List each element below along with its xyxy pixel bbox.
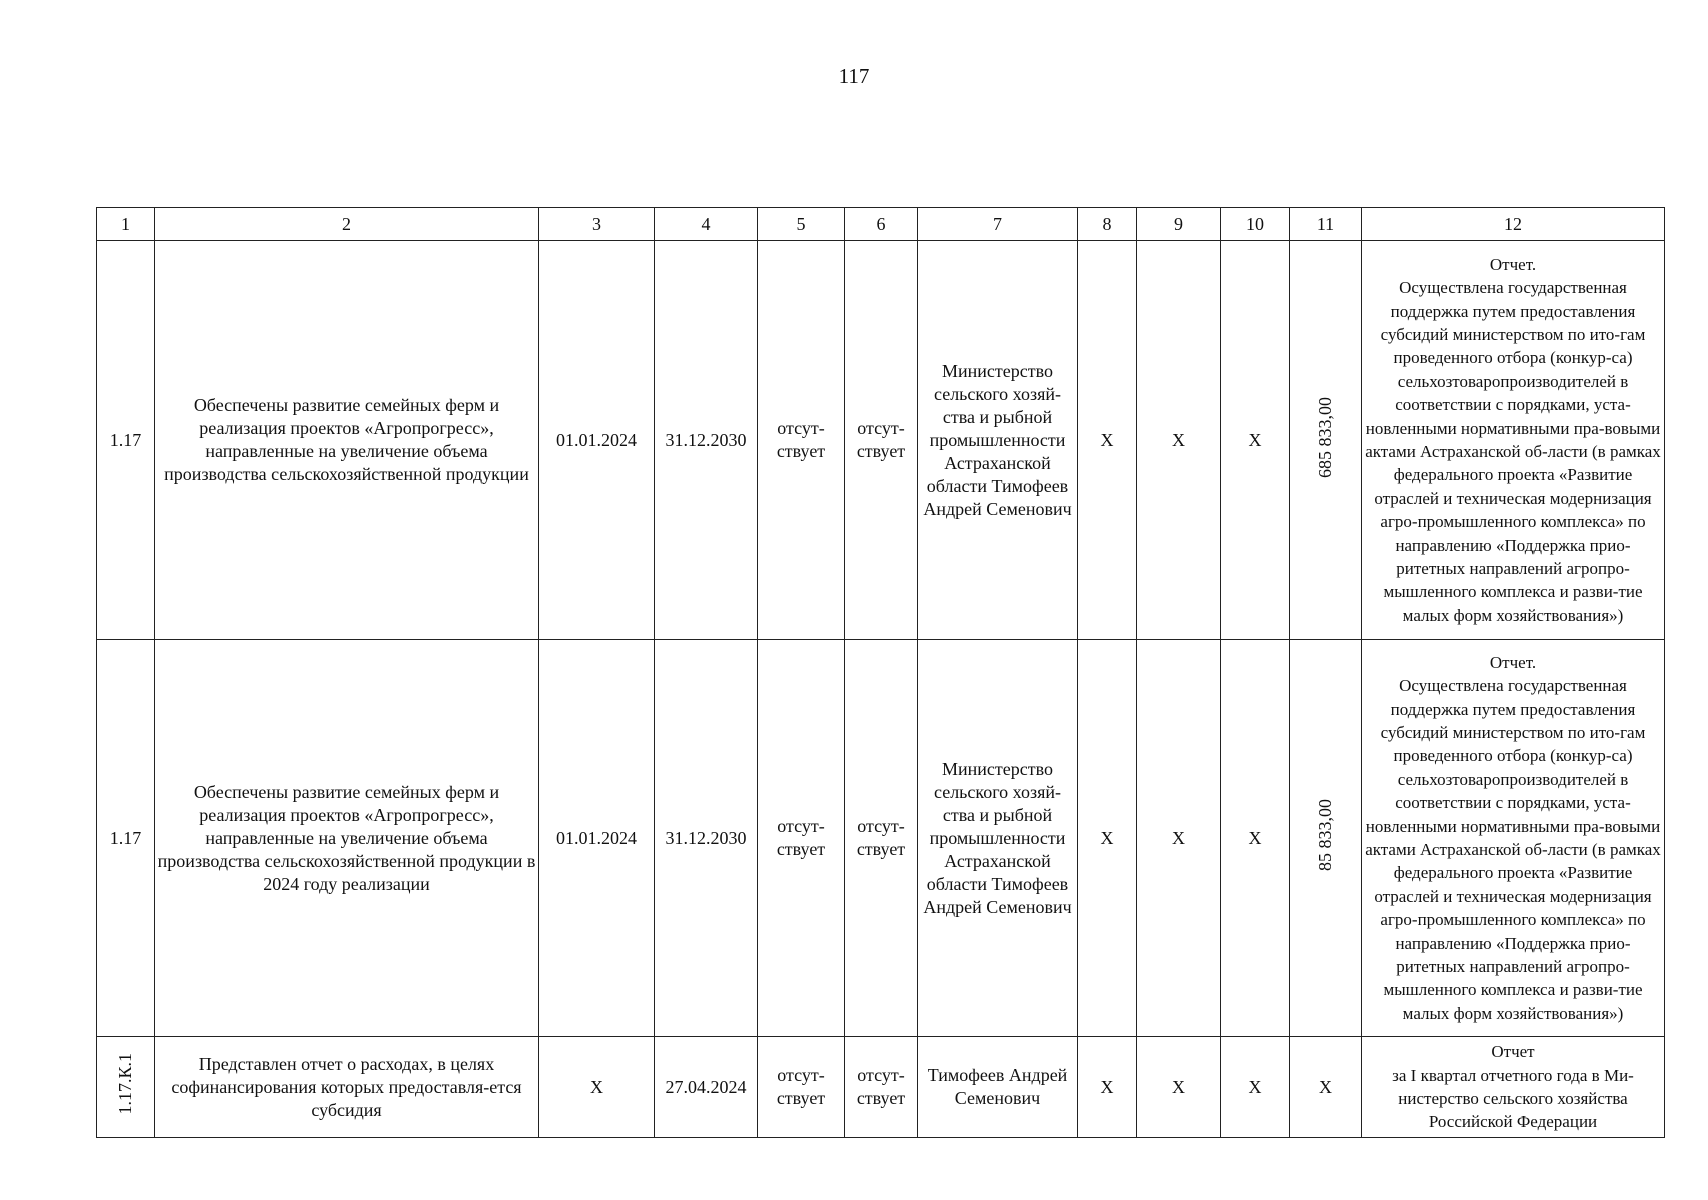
- column-header: 11: [1290, 208, 1362, 241]
- col6-value: отсут-ствует: [845, 241, 918, 640]
- column-header: 4: [655, 208, 758, 241]
- note-text: Осуществлена государственная поддержка путем предоставления субсидий министерством по ито-гам проведенного отбора (конкур-са) сельхозтоваропроизводителей в соответствии с порядками, уста-новленными нормативными пра-вовыми актами Астраханской об-ласти (в рамках федерального проекта «Развитие отраслей и техническая модернизация агро-промышленного комплекса» по направлению «Поддержка прио-ритетных направлений агропро-мышленного комплекса и разви-тие малых форм хозяйствования»): [1365, 676, 1661, 1023]
- amount-value: 85 833,00: [1315, 799, 1335, 871]
- col8-value: Х: [1078, 241, 1137, 640]
- col8-value: Х: [1078, 1037, 1137, 1138]
- report-note: [1362, 1037, 1665, 1138]
- responsible-person: Министерство сельского хозяй-ства и рыбной промышленности Астраханской области Тимофеев Андрей Семенович: [918, 241, 1078, 640]
- end-date: 27.04.2024: [655, 1037, 758, 1138]
- column-header: 3: [539, 208, 655, 241]
- column-header: 5: [758, 208, 845, 241]
- result-description: Представлен отчет о расходах, в целях софинансирования которых предоставля-ется субсидия: [155, 1037, 539, 1138]
- table-row: [97, 640, 1665, 1037]
- result-description: Обеспечены развитие семейных ферм и реализация проектов «Агропрогресс», направленные на увеличение объема производства сельскохозяйственной продукции в 2024 году реализации: [155, 640, 539, 1037]
- column-header: 10: [1221, 208, 1290, 241]
- note-text: Осуществлена государственная поддержка путем предоставления субсидий министерством по ито-гам проведенного отбора (конкур-са) сельхозтоваропроизводителей в соответствии с порядками, уста-новленными нормативными пра-вовыми актами Астраханской об-ласти (в рамках федерального проекта «Развитие отраслей и техническая модернизация агро-промышленного комплекса» по направлению «Поддержка прио-ритетных направлений агропро-мышленного комплекса и разви-тие малых форм хозяйствования»): [1365, 278, 1661, 625]
- col5-value: отсут-ствует: [758, 640, 845, 1037]
- report-table: [96, 207, 1665, 1138]
- col9-value: Х: [1137, 241, 1221, 640]
- col5-value: отсут-ствует: [758, 1037, 845, 1138]
- end-date: 31.12.2030: [655, 241, 758, 640]
- result-description: Обеспечены развитие семейных ферм и реализация проектов «Агропрогресс», направленные на увеличение объема производства сельскохозяйственной продукции: [155, 241, 539, 640]
- column-header: 7: [918, 208, 1078, 241]
- page-number: 117: [838, 64, 870, 88]
- note-title: Отчет: [1491, 1042, 1535, 1062]
- note-title: Отчет.: [1489, 652, 1537, 672]
- col8-value: Х: [1078, 640, 1137, 1037]
- column-header: 8: [1078, 208, 1137, 241]
- header-row: [97, 208, 1665, 241]
- col6-value: отсут-ствует: [845, 1037, 918, 1138]
- row-number: 1.17.К.1: [115, 1053, 135, 1115]
- responsible-person: Министерство сельского хозяй-ства и рыбной промышленности Астраханской области Тимофеев Андрей Семенович: [918, 640, 1078, 1037]
- col9-value: Х: [1137, 1037, 1221, 1138]
- start-date: 01.01.2024: [539, 640, 655, 1037]
- column-header: 9: [1137, 208, 1221, 241]
- column-header: 12: [1362, 208, 1665, 241]
- col5-value: отсут-ствует: [758, 241, 845, 640]
- responsible-person: Тимофеев Андрей Семенович: [918, 1037, 1078, 1138]
- start-date: Х: [539, 1037, 655, 1138]
- note-text: за I квартал отчетного года в Ми-нистерство сельского хозяйства Российской Федерации: [1392, 1065, 1634, 1132]
- column-header: 1: [97, 208, 155, 241]
- column-header: 6: [845, 208, 918, 241]
- report-note: [1362, 241, 1665, 640]
- col10-value: Х: [1221, 241, 1290, 640]
- amount-cell: [1290, 241, 1362, 640]
- start-date: 01.01.2024: [539, 241, 655, 640]
- row-number-cell: [97, 1037, 155, 1138]
- end-date: 31.12.2030: [655, 640, 758, 1037]
- row-number: 1.17: [97, 241, 155, 640]
- col6-value: отсут-ствует: [845, 640, 918, 1037]
- col10-value: Х: [1221, 1037, 1290, 1138]
- amount-value: 685 833,00: [1315, 396, 1335, 478]
- col9-value: Х: [1137, 640, 1221, 1037]
- row-number: 1.17: [97, 640, 155, 1037]
- amount-cell: [1290, 640, 1362, 1037]
- report-note: [1362, 640, 1665, 1037]
- table-row: [97, 1037, 1665, 1138]
- col10-value: Х: [1221, 640, 1290, 1037]
- column-header: 2: [155, 208, 539, 241]
- amount-value: Х: [1290, 1037, 1362, 1138]
- table-row: [97, 241, 1665, 640]
- note-title: Отчет.: [1489, 254, 1537, 274]
